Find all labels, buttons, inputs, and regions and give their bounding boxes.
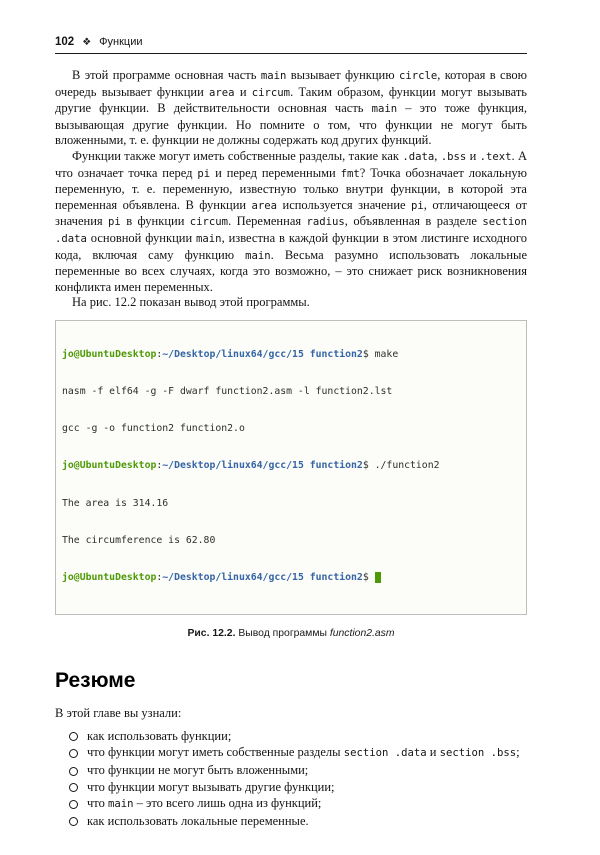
list-item: [55, 780, 527, 796]
paragraph: На рис. 12.2 показан вывод этой программы.: [72, 295, 310, 310]
paragraph: Функции также могут иметь собственные разделы, такие как .data, .bss и .text. А что означает точка перед pi и перед переменными fmt? Точка обозначает локальную переменную, т. е. переменную, известную только внутри функции, в которой эта переменная объявлена. В функции area используется значение pi, отличающееся от значения pi в функции circum. Переменная radius, объявленная в разделе section .data основной функции main, известна в каждой функции в этом листинге исходного кода, включая саму функцию main. Весьма разумно использовать локальные переменные во всех случаях, когда это возможно, – это снижает риск возникновения конфликта имен переменных.: [55, 148, 528, 294]
circle-bullet-icon: [69, 767, 78, 776]
bullet-list: [55, 729, 527, 830]
list-item: [55, 729, 527, 745]
list-item: [55, 814, 527, 830]
paragraph: В этой программе основная часть main вызывает функцию circle, которая в свою очередь вызывает функции area и circum. Таким образом, функции могут вызывать другие функции. В действительности основная часть main – это тоже функция, вызывающая другие функции. Но помните о том, что функции не могут быть вложенными, т. е. функции не должны содержать код других функций.: [55, 68, 527, 148]
chapter-title: Функции: [99, 36, 143, 48]
circle-bullet-icon: [69, 800, 78, 809]
item-text: что функции не могут быть вложенными;: [87, 763, 309, 778]
list-item: [55, 745, 527, 762]
list-item: [55, 796, 527, 813]
page-content: [55, 68, 527, 829]
terminal-line: nasm -f elf64 -g -F dwarf function2.asm -l function2.lst: [62, 385, 393, 397]
page-header: [55, 36, 527, 54]
item-text: как использовать локальные переменные.: [87, 813, 309, 828]
terminal-line: jo@UbuntuDesktop:~/Desktop/linux64/gcc/15 function2$ ./function2: [62, 460, 440, 472]
page-number: 102: [55, 36, 75, 48]
terminal-line: The circumference is 62.80: [62, 534, 216, 546]
terminal-screenshot: [55, 320, 527, 615]
circle-bullet-icon: [69, 732, 78, 741]
summary-intro: В этой главе вы узнали:: [55, 706, 182, 721]
item-text: что функции могут иметь собственные разделы section .data и section .bss;: [87, 745, 520, 760]
terminal-line: The area is 314.16: [62, 497, 169, 509]
header-separator-icon: ❖: [82, 36, 92, 48]
terminal-line: gcc -g -o function2 function2.o: [62, 423, 245, 435]
terminal-line: jo@UbuntuDesktop:~/Desktop/linux64/gcc/15 function2$: [62, 572, 520, 584]
circle-bullet-icon: [69, 783, 78, 792]
terminal-line: jo@UbuntuDesktop:~/Desktop/linux64/gcc/15 function2$ make: [62, 348, 399, 360]
figure-caption: Рис. 12.2. Вывод программы function2.asm: [187, 628, 395, 640]
list-item: [55, 763, 527, 779]
circle-bullet-icon: [69, 749, 78, 758]
circle-bullet-icon: [69, 817, 78, 826]
item-text: что main – это всего лишь одна из функций;: [87, 796, 322, 811]
item-text: как использовать функции;: [87, 728, 232, 743]
item-text: что функции могут вызывать другие функции;: [87, 779, 335, 794]
terminal-figure: [55, 320, 527, 639]
summary-heading: Резюме: [55, 669, 136, 693]
